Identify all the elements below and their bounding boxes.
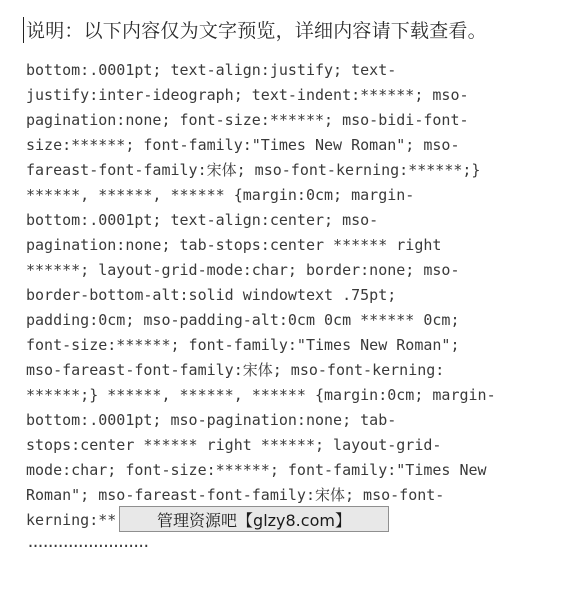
- text-line: stops:center ****** right ******; layout-grid-: [26, 436, 442, 454]
- text-line: ******; layout-grid-mode:char; border:none; mso-: [26, 261, 460, 279]
- text-line: fareast-font-family:宋体; mso-font-kerning:******;}: [26, 161, 481, 179]
- text-line: pagination:none; tab-stops:center ****** right: [26, 236, 442, 254]
- truncation-ellipsis: ........................: [26, 533, 147, 551]
- text-line: mode:char; font-size:******; font-family:"Times New: [26, 461, 487, 479]
- text-line: bottom:.0001pt; text-align:justify; text-: [26, 61, 397, 79]
- text-line: bottom:.0001pt; mso-pagination:none; tab-: [26, 411, 397, 429]
- text-line: border-bottom-alt:solid windowtext .75pt;: [26, 286, 397, 304]
- watermark-badge: 管理资源吧【glzy8.com】: [119, 506, 389, 532]
- text-line: bottom:.0001pt; text-align:center; mso-: [26, 211, 379, 229]
- text-line: justify:inter-ideograph; text-indent:******; mso-: [26, 86, 469, 104]
- text-cursor: [23, 17, 24, 43]
- text-line: pagination:none; font-size:******; mso-bidi-font-: [26, 111, 469, 129]
- text-line: Roman"; mso-fareast-font-family:宋体; mso-font-: [26, 486, 445, 504]
- text-line: kerning:**: [26, 511, 117, 529]
- text-line: padding:0cm; mso-padding-alt:0cm 0cm ****** 0cm;: [26, 311, 460, 329]
- css-text-body: [26, 58, 556, 533]
- text-line: ******, ******, ****** {margin:0cm; margin-: [26, 186, 415, 204]
- text-line: ******;} ******, ******, ****** {margin:0cm; margin-: [26, 386, 496, 404]
- preview-notice: 说明：以下内容仅为文字预览，详细内容请下载查看。: [26, 20, 487, 42]
- text-line: mso-fareast-font-family:宋体; mso-font-kerning:: [26, 361, 445, 379]
- text-line: size:******; font-family:"Times New Roman"; mso-: [26, 136, 460, 154]
- text-line: font-size:******; font-family:"Times New Roman";: [26, 336, 460, 354]
